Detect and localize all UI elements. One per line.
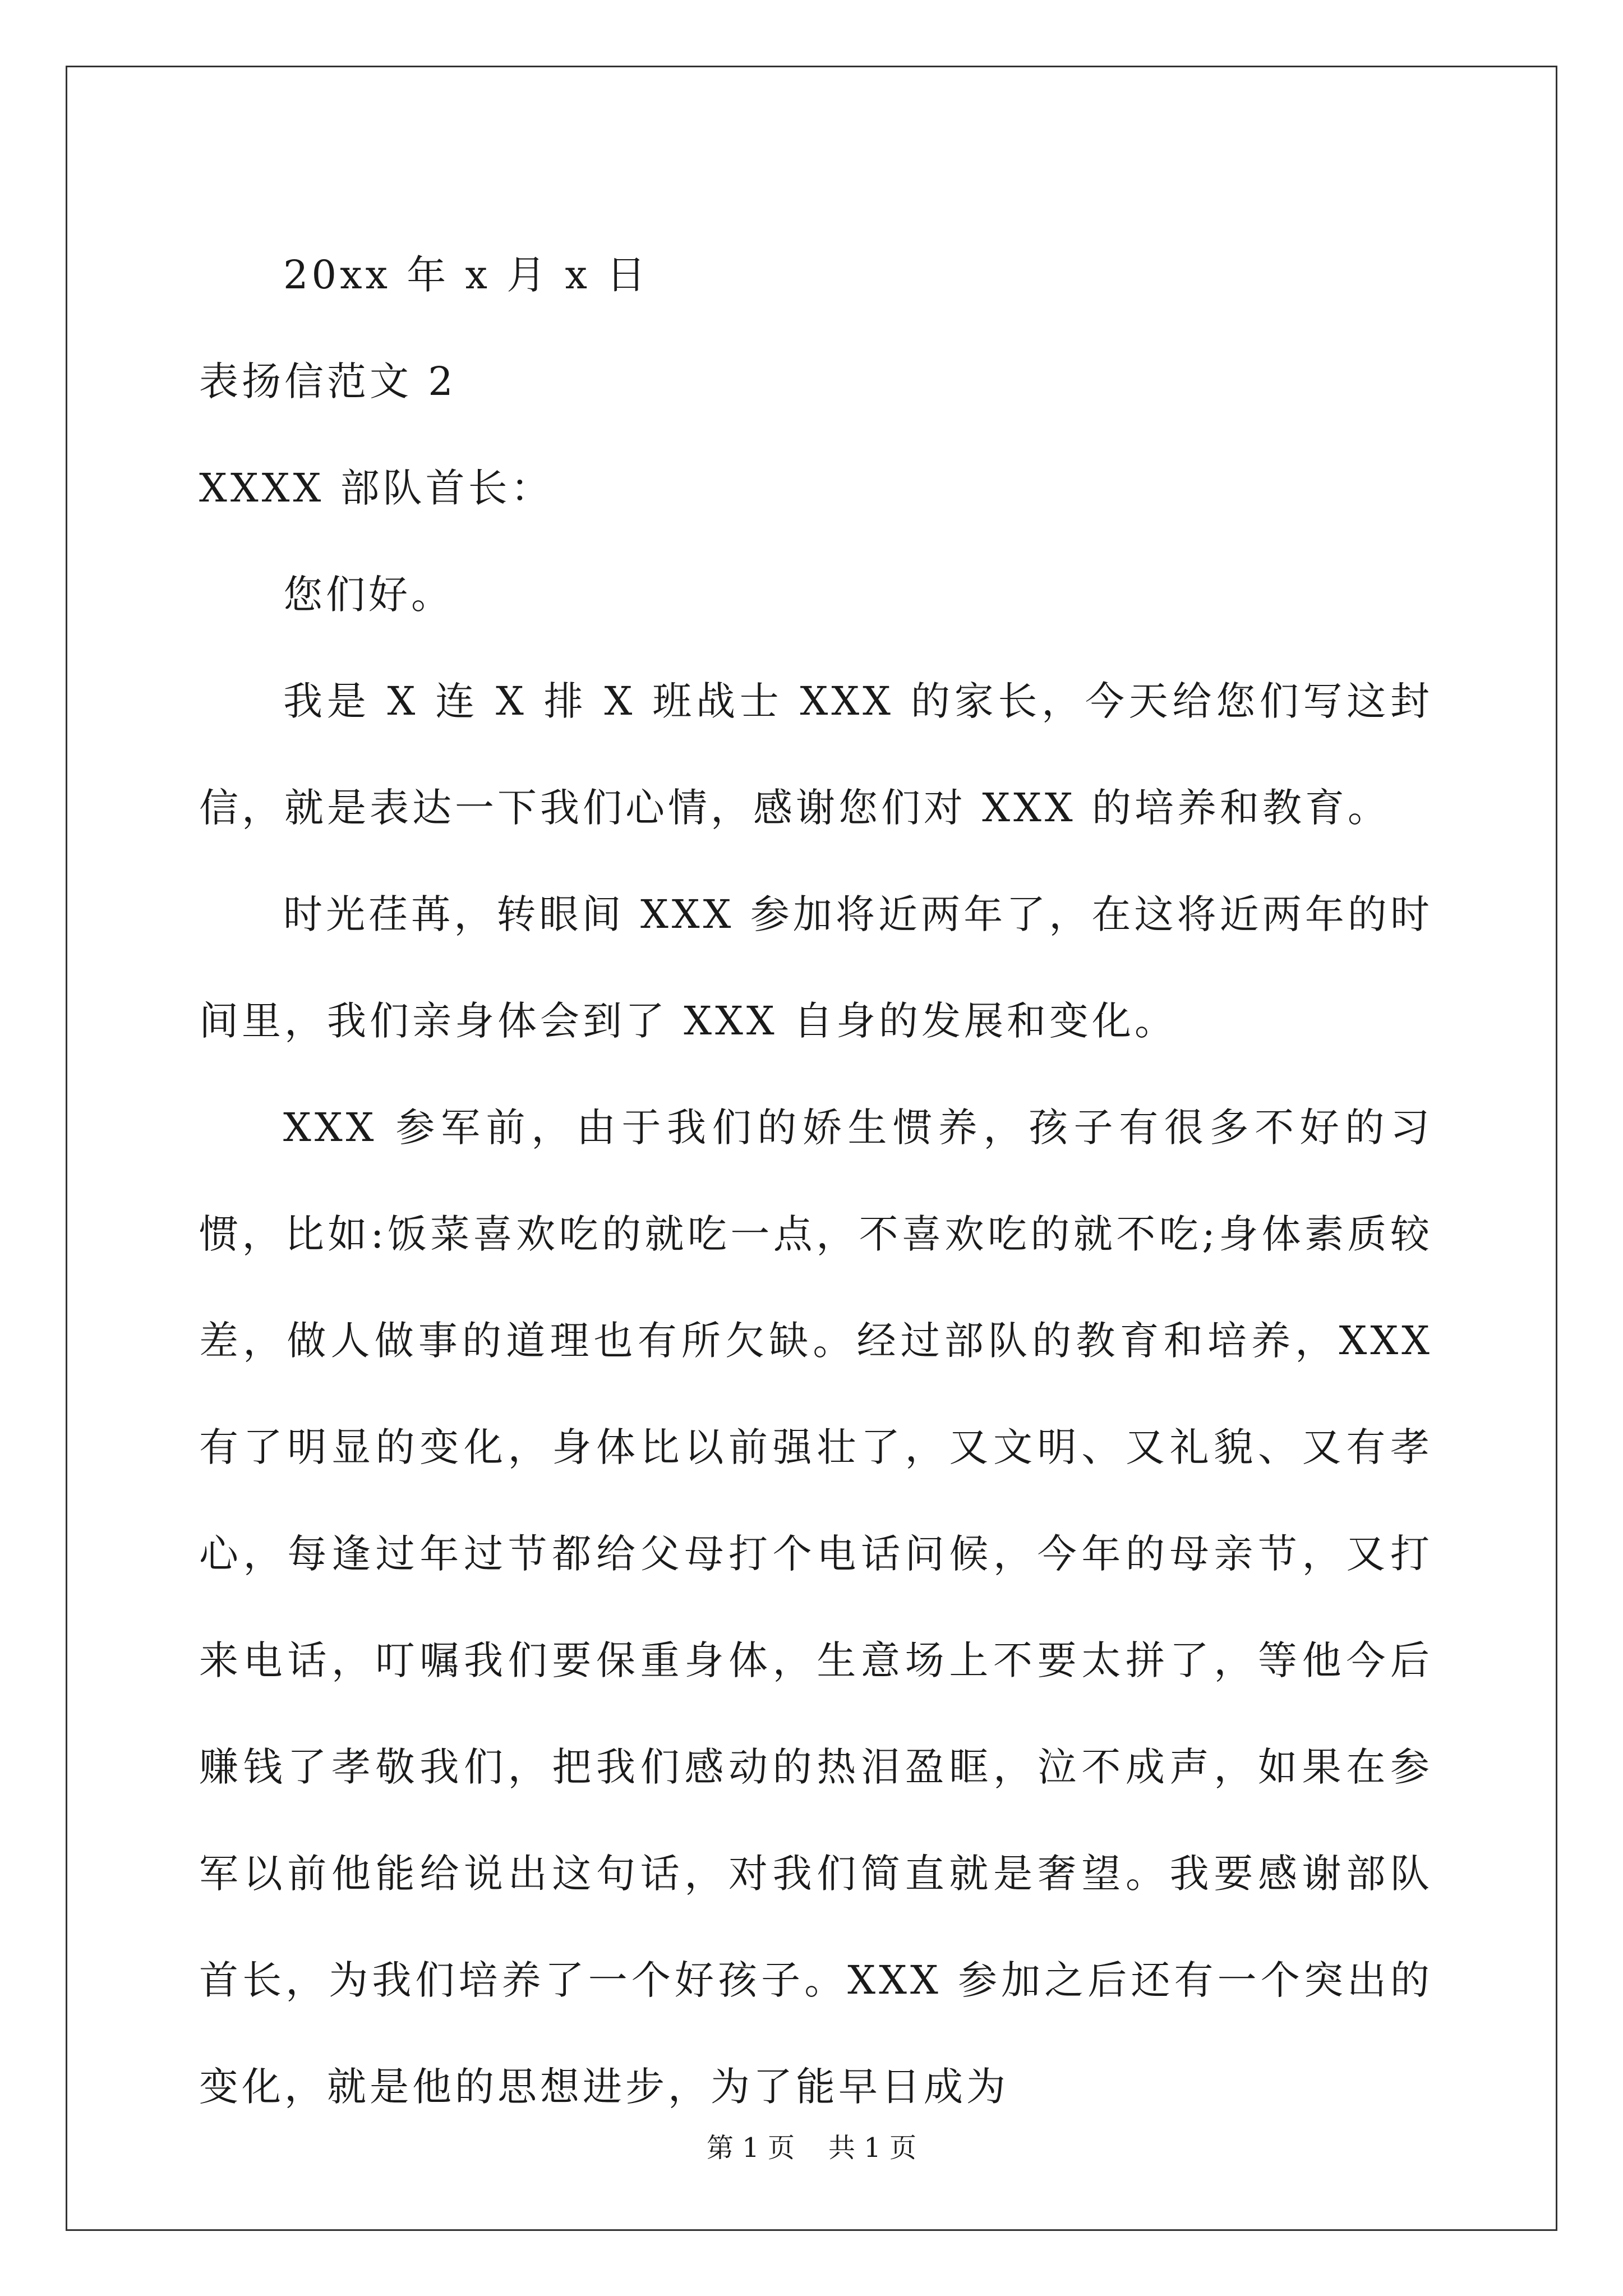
paragraph-3: XXX 参军前，由于我们的娇生惯养，孩子有很多不好的习惯，比如:饭菜喜欢吃的就吃一点，不喜欢吃的就不吃;身体素质较差，做人做事的道理也有所欠缺。经过部队的教育和培养，XXX 有了明显的变化，身体比以前强壮了，又文明、又礼貌、又有孝心，每逢过年过节都给父母打个电话问候，今年的母亲节，又打来电话，叮嘱我们要保重身体，生意场上不要太拼了，等他今后赚钱了孝敬我们，把我们感动的热泪盈眶，泣不成声，如果在参军以前他能给说出这句话，对我们简直就是奢望。我要感谢部队首长，为我们培养了一个好孩子。XXX 参加之后还有一个突出的变化，就是他的思想进步，为了能早日成为	[199, 1105, 1433, 2110]
page-total: 共 1 页	[828, 2132, 917, 2164]
page-footer	[0, 2126, 1623, 2165]
letter-date: 20xx 年 x 月 x 日	[283, 252, 649, 298]
salutation: XXXX 部队首长：	[199, 465, 554, 511]
paragraph-1: 我是 X 连 X 排 X 班战士 XXX 的家长，今天给您们写这封信，就是表达一下我们心情，感谢您们对 XXX 的培养和教育。	[199, 678, 1433, 831]
page-number: 第 1 页	[706, 2132, 795, 2164]
greeting: 您们好。	[283, 572, 454, 618]
paragraph-2: 时光荏苒，转眼间 XXX 参加将近两年了，在这将近两年的时间里，我们亲身体会到了 XXX 自身的发展和变化。	[199, 891, 1433, 1044]
document-body	[199, 222, 1433, 2140]
section-title: 表扬信范文 2	[199, 358, 457, 404]
